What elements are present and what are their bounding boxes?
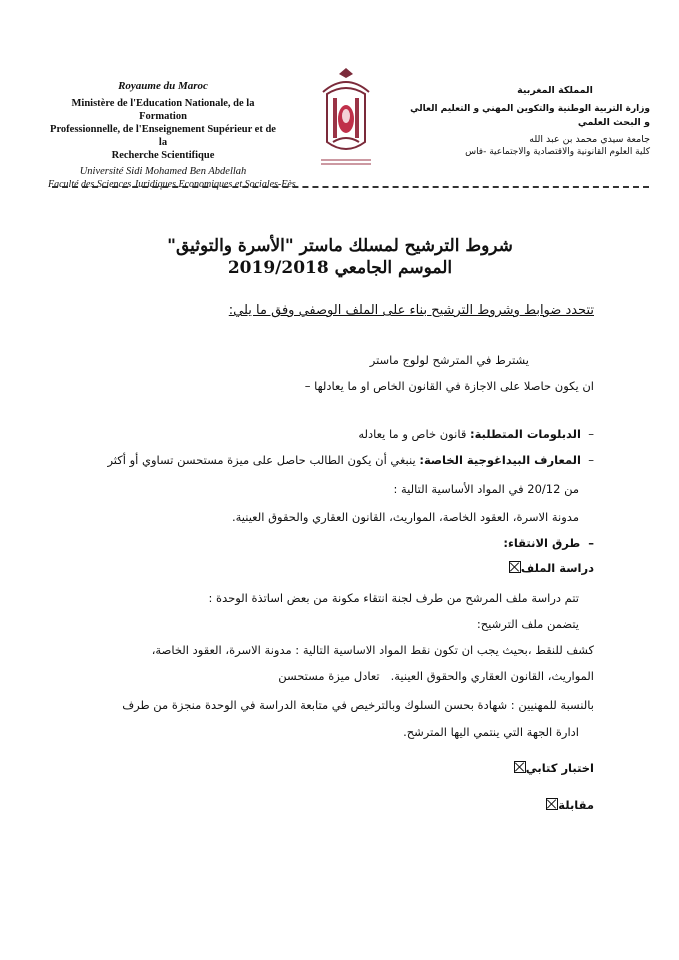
ministry-fr-1: Ministère de l'Education Nationale, de la Formation [71, 98, 255, 122]
file-line-4: المواريث، القانون العقاري والحقوق العينية. تعادل ميزة مستحسن [278, 669, 594, 683]
file-line-3: كشف للنقط ،بحيث يجب ان تكون نقط المواد الاساسية التالية : مدونة الاسرة، العقود الخاصة، [151, 643, 594, 657]
title-line-1: شروط الترشيح لمسلك ماستر "الأسرة والتوثيق" [167, 236, 513, 256]
header-arabic [410, 84, 650, 159]
faculty-fr: Faculté des Sciences Juridiques Economiques et Sociales-Fès [48, 179, 296, 190]
kingdom-fr: Royaume du Maroc [118, 80, 208, 92]
option-interview [394, 797, 594, 813]
ministry-ar-1: وزارة التربية الوطنية والتكوين المهني و التعليم العالي [410, 104, 650, 114]
ministry-fr-2: Professionnelle, de l'Enseignement Supérieur et de la [50, 124, 276, 148]
option3-label: مقابلة [558, 798, 594, 812]
knowledge-label: المعارف البيداغوجية الخاصة: [419, 453, 581, 467]
checked-box-icon [509, 561, 521, 573]
requirement-heading: يشترط في المترشح لولوج ماستر [369, 353, 529, 367]
header-french [48, 80, 296, 191]
header-divider [52, 186, 649, 188]
diplomas-label: الدبلومات المتطلبة: [469, 427, 581, 441]
selection-heading-text: طرق الانتقاء: [503, 536, 581, 550]
knowledge-line-2: من 20/12 في المواد الأساسية التالية : [393, 482, 579, 496]
university-ar: جامعة سيدي محمد بن عبد الله [529, 134, 650, 145]
requirement-item [134, 378, 594, 394]
university-logo [313, 64, 379, 176]
faculty-ar: كلية العلوم القانونية والاقتصادية والاجتماعية -فاس [465, 147, 650, 157]
file-line-1: تتم دراسة ملف المرشح من طرف لجنة انتقاء مكونة من بعض اساتذة الوحدة : [208, 591, 579, 605]
page-title [100, 236, 580, 278]
knowledge-line [64, 452, 594, 468]
dash-bullet: – [580, 427, 594, 441]
kingdom-ar: المملكة المغربية [517, 85, 593, 96]
selection-heading [294, 535, 594, 551]
logo-emblem-icon [313, 64, 379, 176]
knowledge-line-3: مدونة الاسرة، العقود الخاصة، المواريث، القانون العقاري والحقوق العينية. [231, 510, 579, 524]
diplomas-value: قانون خاص و ما يعادله [358, 427, 470, 441]
knowledge-value: ينبغي أن يكون الطالب حاصل على ميزة مستحسن تساوي أو أكثر [107, 453, 420, 467]
option-file-review [394, 560, 594, 576]
file-line-6: ادارة الجهة التي ينتمي اليها المترشح. [403, 725, 579, 739]
intro-text: تتحدد ضوابط وشروط الترشيح بناء على الملف الوصفي وفق ما يلي: [228, 303, 594, 318]
university-fr: Université Sidi Mohamed Ben Abdellah [79, 166, 247, 177]
checked-box-icon [546, 798, 558, 810]
dash-bullet: – [580, 536, 594, 550]
ministry-fr-3: Recherche Scientifique [111, 150, 215, 161]
requirement-item-text: ان يكون حاصلا على الاجازة في القانون الخاص او ما يعادلها [314, 379, 594, 393]
ministry-ar-2: و البحث العلمي [577, 117, 650, 128]
option1-label: دراسة الملف [520, 561, 594, 575]
option-written-exam [394, 760, 594, 776]
file-line-5: بالنسبة للمهنيين : شهادة بحسن السلوك وبالترخيص في متابعة الدراسة في الوحدة منجزة من طرف [122, 698, 594, 712]
dash-bullet: – [580, 453, 594, 467]
dash-bullet: – [304, 379, 315, 393]
option2-label: اختبار كتابي [525, 761, 594, 775]
diplomas-line [94, 426, 594, 442]
title-line-2: الموسم الجامعي 2019/2018 [227, 258, 453, 278]
file-line-2: يتضمن ملف الترشيح: [476, 617, 579, 631]
checked-box-icon [514, 761, 526, 773]
